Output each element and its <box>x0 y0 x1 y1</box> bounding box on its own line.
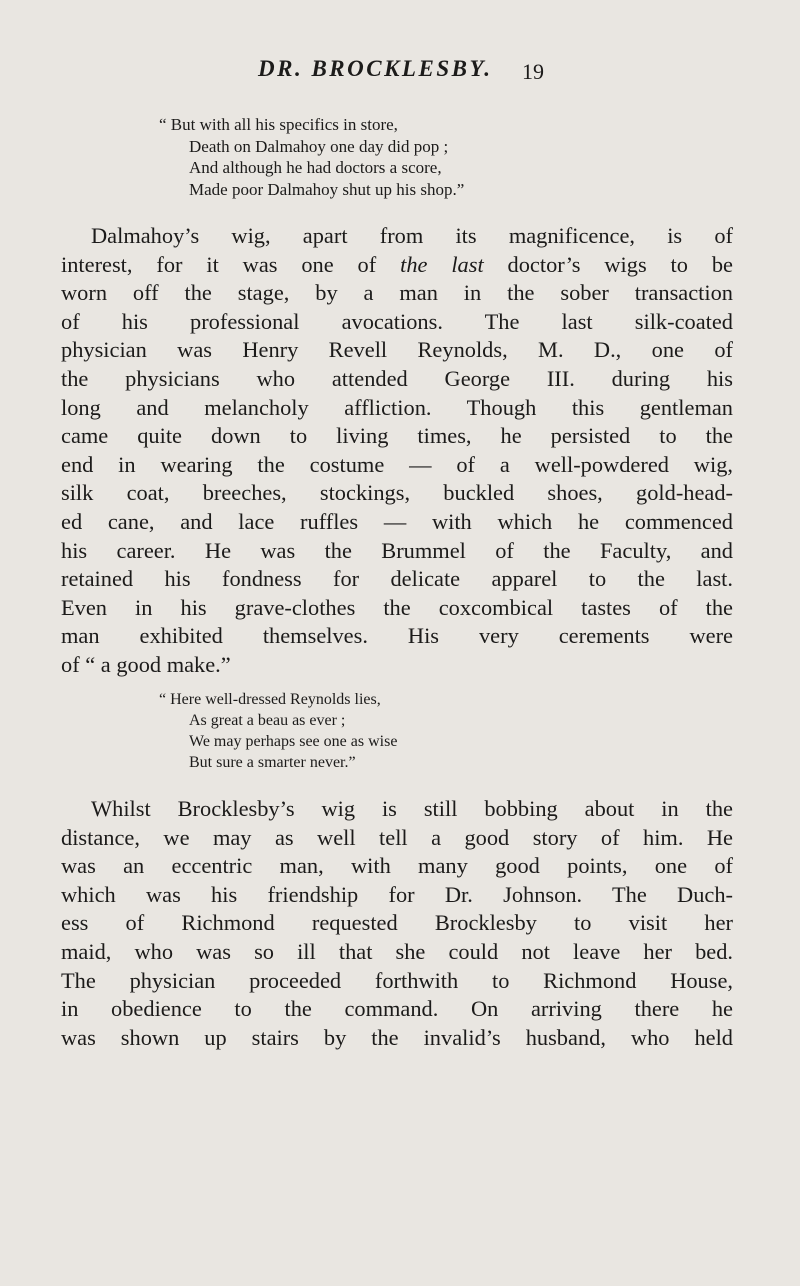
verse-line: As great a beau as ever ; <box>189 712 346 729</box>
paragraph-line: ed cane, and lace ruffles — with which he commenced <box>61 508 733 534</box>
text-run: doctor’s wigs to be <box>483 251 733 277</box>
running-title: DR. BROCKLESBY. <box>258 56 493 81</box>
verse-line: “ Here well-dressed Reynolds lies, <box>159 691 381 708</box>
paragraph-1 <box>61 222 733 680</box>
paragraph-line: long and melancholy affliction. Though this gentleman <box>61 394 733 420</box>
paragraph-line: in obedience to the command. On arriving there he <box>61 996 733 1022</box>
paragraph-line: was shown up stairs by the invalid’s husband, who held <box>61 1024 733 1050</box>
text-run: interest, for it was one of <box>61 251 401 277</box>
paragraph-line: physician was Henry Revell Reynolds, M. D., one of <box>61 337 733 363</box>
paragraph-line: distance, we may as well tell a good story of him. He <box>61 824 733 850</box>
running-head <box>0 56 800 86</box>
verse-line: Made poor Dalmahoy shut up his shop.” <box>189 179 465 199</box>
paragraph-line: maid, who was so ill that she could not leave her bed. <box>61 938 733 964</box>
paragraph-line: was an eccentric man, with many good points, one of <box>61 853 733 879</box>
verse-line: But sure a smarter never.” <box>189 754 356 771</box>
verse-quotation-2 <box>159 689 397 773</box>
verse-line: “ But with all his specifics in store, <box>159 115 398 134</box>
paragraph-line: which was his friendship for Dr. Johnson. The Duch- <box>61 881 733 907</box>
paragraph-line: Even in his grave-clothes the coxcombical tastes of the <box>61 594 733 620</box>
paragraph-line: Whilst Brocklesby’s wig is still bobbing about in the <box>91 796 733 821</box>
paragraph-line: his career. He was the Brummel of the Faculty, and <box>61 537 733 563</box>
page-number: 19 <box>522 59 544 84</box>
paragraph-line: of “ a good make.” <box>61 651 231 677</box>
paragraph-line: Dalmahoy’s wig, apart from its magnificence, is of <box>91 223 733 248</box>
paragraph-line: end in wearing the costume — of a well-powdered wig, <box>61 451 733 477</box>
paragraph-line: the physicians who attended George III. during his <box>61 365 733 391</box>
paragraph-line: silk coat, breeches, stockings, buckled shoes, gold-head- <box>61 480 733 506</box>
paragraph-line: man exhibited themselves. His very cerements were <box>61 623 733 649</box>
verse-line: Death on Dalmahoy one day did pop ; <box>189 136 449 156</box>
paragraph-line: retained his fondness for delicate apparel to the last. <box>61 566 733 592</box>
paragraph-2 <box>61 795 733 1052</box>
verse-line: We may perhaps see one as wise <box>189 733 398 750</box>
verse-quotation-1 <box>159 114 464 200</box>
paragraph-line: worn off the stage, by a man in the sober transaction <box>61 280 733 306</box>
paragraph-line: ess of Richmond requested Brocklesby to visit her <box>61 910 733 936</box>
italic-emphasis: the last <box>400 251 484 277</box>
paragraph-line: came quite down to living times, he persisted to the <box>61 423 733 449</box>
paragraph-line: of his professional avocations. The last silk-coated <box>61 308 733 334</box>
verse-line: And although he had doctors a score, <box>189 158 442 177</box>
paragraph-line <box>61 251 733 280</box>
paragraph-line: The physician proceeded forthwith to Richmond House, <box>61 967 733 993</box>
